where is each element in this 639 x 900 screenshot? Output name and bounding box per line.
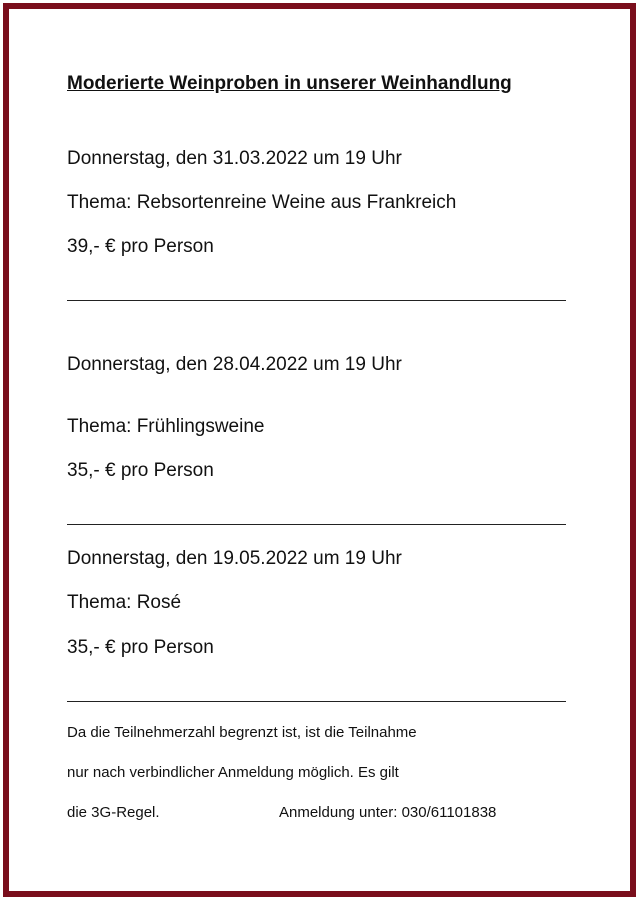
event-2-date: Donnerstag, den 28.04.2022 um 19 Uhr bbox=[67, 354, 402, 375]
event-3-price: 35,- € pro Person bbox=[67, 637, 214, 658]
notice-line-1: Da die Teilnehmerzahl begrenzt ist, ist die Teilnahme bbox=[67, 724, 417, 741]
document-title: Moderierte Weinproben in unserer Weinhandlung bbox=[67, 73, 512, 94]
event-2-price: 35,- € pro Person bbox=[67, 460, 214, 481]
separator-3 bbox=[67, 701, 566, 702]
notice-line-2: nur nach verbindlicher Anmeldung möglich. Es gilt bbox=[67, 764, 399, 781]
event-3-date: Donnerstag, den 19.05.2022 um 19 Uhr bbox=[67, 548, 402, 569]
separator-2 bbox=[67, 524, 566, 525]
notice-line-3: die 3G-Regel. bbox=[67, 804, 160, 821]
event-1-price: 39,- € pro Person bbox=[67, 236, 214, 257]
event-1-date: Donnerstag, den 31.03.2022 um 19 Uhr bbox=[67, 148, 402, 169]
separator-1 bbox=[67, 300, 566, 301]
event-3-theme: Thema: Rosé bbox=[67, 592, 182, 613]
registration-phone: Anmeldung unter: 030/61101838 bbox=[279, 804, 497, 821]
event-1-theme: Thema: Rebsortenreine Weine aus Frankreich bbox=[67, 192, 457, 213]
event-2-theme: Thema: Frühlingsweine bbox=[67, 416, 265, 437]
